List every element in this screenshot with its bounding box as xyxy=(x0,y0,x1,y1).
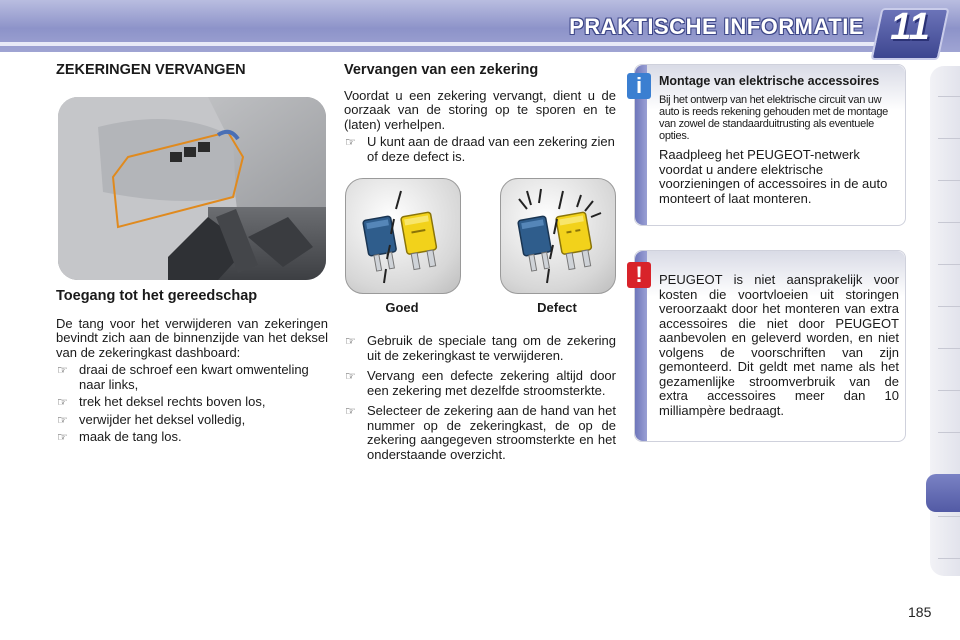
fuse-defect-icon xyxy=(501,179,615,293)
main-heading: ZEKERINGEN VERVANGEN xyxy=(56,62,246,78)
info-box-content xyxy=(659,75,899,206)
tools-intro: De tang voor het verwijderen van zekeringen bevindt zich aan de binnenzijde van het deksel van de zekeringkast dashboard: xyxy=(56,315,328,360)
tab-divider xyxy=(938,264,960,265)
tab-divider xyxy=(938,138,960,139)
list-item: ☞ verwijder het deksel volledig, xyxy=(57,411,246,427)
page-number: 185 xyxy=(908,604,932,620)
tab-divider xyxy=(938,558,960,559)
caption-good: Goed xyxy=(385,300,419,315)
list-item: ☞ Selecteer de zekering aan de hand van het nummer op de zekeringkast, de op de zekering aangegeven stroomsterkte en het onderstaande overzicht. xyxy=(345,403,616,462)
tab-divider xyxy=(938,222,960,223)
list-item: ☞ U kunt aan de draad van een zekering zien of deze defect is. xyxy=(345,134,615,164)
left-column xyxy=(56,63,328,78)
warning-icon: ! xyxy=(627,262,651,288)
list-item: ☞ draai de schroef een kwart omwenteling naar links, xyxy=(57,362,309,392)
replace-steps xyxy=(344,334,616,462)
tools-heading: Toegang tot het gereedschap xyxy=(56,288,258,304)
replace-section xyxy=(344,63,616,164)
info-box-title: Montage van elektrische accessoires xyxy=(659,74,880,88)
info-box xyxy=(634,64,906,226)
tab-divider xyxy=(938,306,960,307)
tab-divider xyxy=(938,390,960,391)
warning-box-text: PEUGEOT is niet aansprakelijk voor kosten die voortvloeien uit storingen veroorzaakt door het monteren van extra accessoires die niet door PEUGEOT aanbevolen en geleverd worden, en niet volgens de voorschriften van zijn gemonteerd. Dit geldt met name als het gezamenlijke stroomverbruik van de extra accessoires meer dan 10 milliampère bedraagt. xyxy=(659,272,899,418)
list-item: ☞ Vervang een defecte zekering altijd door een zekering met dezelfde stroomsterkte. xyxy=(345,368,616,398)
fuse-good-illustration xyxy=(345,178,461,294)
hand-pointer-icon: ☞ xyxy=(345,135,356,149)
hand-pointer-icon: ☞ xyxy=(57,412,68,427)
tab-divider xyxy=(938,432,960,433)
fuse-defect-illustration xyxy=(500,178,616,294)
header-stripe xyxy=(0,42,880,46)
caption-defect: Defect xyxy=(537,300,577,315)
info-box-text-2: Raadpleeg het PEUGEOT-netwerk voordat u andere elektrische voorzieningen of accessoires in de auto monteert of laat monteren. xyxy=(659,147,888,206)
hand-pointer-icon: ☞ xyxy=(57,395,68,409)
hand-pointer-icon: ☞ xyxy=(57,363,68,377)
hand-pointer-icon: ☞ xyxy=(345,334,356,348)
hand-pointer-icon: ☞ xyxy=(345,404,356,418)
chapter-number: 11 xyxy=(890,6,930,48)
replace-intro: Voordat u een zekering vervangt, dient u de oorzaak van de storing op te sporen en te (laten) verhelpen. xyxy=(344,87,616,132)
page-header xyxy=(0,0,960,52)
tab-divider xyxy=(938,516,960,517)
tab-divider xyxy=(938,348,960,349)
dashboard-fusebox-photo xyxy=(58,97,326,280)
info-box-text: Bij het ontwerp van het elektrische circuit van uw auto is reeds rekening gehouden met de montage van zowel de standaarduitrusting als eventuele opties. xyxy=(659,94,888,142)
list-item: ☞ Gebruik de speciale tang om de zekering uit de zekeringkast te verwijderen. xyxy=(345,333,616,363)
fuse-good-icon xyxy=(346,179,460,293)
tab-divider xyxy=(938,180,960,181)
replace-heading: Vervangen van een zekering xyxy=(344,62,539,78)
hand-pointer-icon: ☞ xyxy=(57,430,68,444)
tools-section xyxy=(56,289,328,445)
list-item: ☞ maak de tang los. xyxy=(57,429,182,444)
section-title: PRAKTISCHE INFORMATIE xyxy=(569,14,864,39)
warning-box xyxy=(634,250,906,442)
list-item: ☞ trek het deksel rechts boven los, xyxy=(57,394,266,409)
info-icon: i xyxy=(627,73,651,99)
dashboard-illustration xyxy=(58,97,326,280)
active-chapter-tab[interactable] xyxy=(926,474,960,512)
hand-pointer-icon: ☞ xyxy=(345,369,356,383)
tab-divider xyxy=(938,96,960,97)
